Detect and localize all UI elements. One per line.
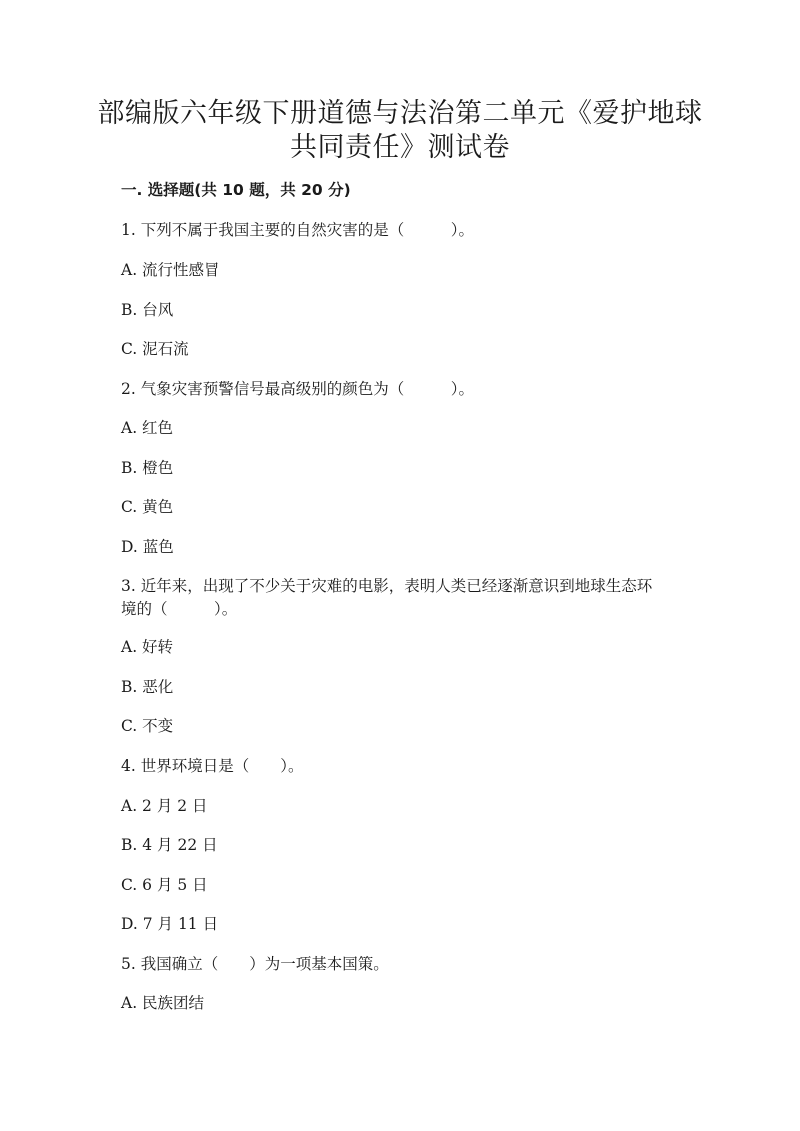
question-4-option-c: C. 6 月 5 日 (121, 876, 208, 894)
question-1-option-c: C. 泥石流 (121, 340, 189, 358)
question-4-option-d: D. 7 月 11 日 (121, 915, 219, 933)
question-2-stem: 2. 气象灾害预警信号最高级别的颜色为（ ）。 (121, 380, 474, 398)
question-4-stem: 4. 世界环境日是（ ）。 (121, 757, 304, 775)
section-heading: 一. 选择题(共 10 题，共 20 分) (121, 181, 351, 199)
question-3-stem-line-2: 境的（ ）。 (121, 600, 238, 618)
question-1-option-b: B. 台风 (121, 301, 174, 319)
question-3-option-a: A. 好转 (121, 638, 174, 656)
question-5-option-a: A. 民族团结 (121, 994, 205, 1012)
question-3-option-c: C. 不变 (121, 717, 174, 735)
question-2-option-c: C. 黄色 (121, 498, 174, 516)
question-3-stem-line-1: 3. 近年来，出现了不少关于灾难的电影，表明人类已经逐渐意识到地球生态环 (121, 577, 653, 595)
question-2-option-b: B. 橙色 (121, 459, 174, 477)
question-5-stem: 5. 我国确立（ ）为一项基本国策。 (121, 955, 389, 973)
document-title-line-1: 部编版六年级下册道德与法治第二单元《爱护地球 (97, 98, 703, 129)
question-1-stem: 1. 下列不属于我国主要的自然灾害的是（ ）。 (121, 221, 474, 239)
question-4-option-a: A. 2 月 2 日 (121, 797, 208, 815)
question-4-option-b: B. 4 月 22 日 (121, 836, 218, 854)
question-2-option-d: D. 蓝色 (121, 538, 174, 556)
question-3-option-b: B. 恶化 (121, 678, 174, 696)
question-1-option-a: A. 流行性感冒 (121, 261, 220, 279)
question-2-option-a: A. 红色 (121, 419, 174, 437)
document-title-line-2: 共同责任》测试卷 (290, 132, 510, 163)
